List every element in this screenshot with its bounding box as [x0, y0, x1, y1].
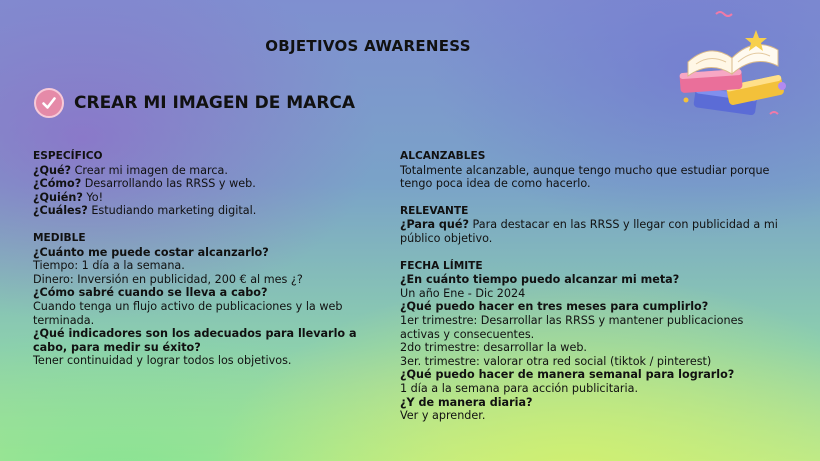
left-column	[33, 150, 363, 368]
medible-answer: Dinero: Inversión en publicidad, 200 € al mes ¿?	[33, 272, 303, 286]
medible-question: ¿Cuánto me puede costar alcanzarlo?	[33, 245, 269, 259]
fecha-question: ¿Y de manera diaria?	[400, 395, 533, 409]
fecha-question: ¿Qué puedo hacer de manera semanal para lograrlo?	[400, 368, 735, 382]
page-title: OBJETIVOS AWARENESS	[265, 37, 471, 55]
books-icon	[666, 4, 794, 132]
relevante-row: ¿Para qué? Para destacar en las RRSS y llegar con publicidad a mi público objetivo.	[400, 218, 778, 245]
especifico-row: ¿Cómo? Desarrollando las RRSS y web.	[33, 177, 256, 191]
medible-heading: MEDIBLE	[33, 231, 86, 244]
especifico-row: ¿Cuáles? Estudiando marketing digital.	[33, 204, 257, 218]
alcanzables-text: Totalmente alcanzable, aunque tengo mucho que estudiar porque tengo poca idea de como hacerlo.	[400, 163, 770, 191]
check-icon	[34, 88, 64, 118]
fecha-answer: Un año Ene - Dic 2024	[400, 286, 526, 300]
medible-answer: Tener continuidad y lograr todos los objetivos.	[33, 354, 292, 368]
alcanzables-heading: ALCANZABLES	[400, 150, 486, 162]
medible-answer: Cuando tenga un flujo activo de publicaciones y la web terminada.	[33, 299, 343, 327]
fecha-question: ¿Qué puedo hacer en tres meses para cumplirlo?	[400, 300, 709, 314]
medible-answer: Tiempo: 1 día a la semana.	[33, 259, 185, 273]
fecha-answer: 1er trimestre: Desarrollar las RRSS y mantener publicaciones activas y consecuentes.	[400, 313, 744, 341]
fecha-answer: 3er. trimestre: valorar otra red social (tiktok / pinterest)	[400, 354, 712, 368]
fecha-question: ¿En cuánto tiempo puedo alcanzar mi meta?	[400, 273, 680, 287]
goal-heading	[34, 88, 355, 118]
relevante-heading: RELEVANTE	[400, 204, 469, 217]
especifico-row: ¿Quién? Yo!	[33, 190, 104, 204]
fecha-answer: 2do trimestre: desarrollar la web.	[400, 341, 587, 355]
medible-question: ¿Cómo sabré cuando se lleva a cabo?	[33, 286, 268, 300]
medible-question: ¿Qué indicadores son los adecuados para llevarlo a cabo, para medir su éxito?	[33, 327, 357, 354]
goal-title: CREAR MI IMAGEN DE MARCA	[74, 93, 356, 113]
fecha-answer: 1 día a la semana para acción publicitaria.	[400, 381, 639, 395]
fecha-answer: Ver y aprender.	[400, 409, 486, 423]
fecha-heading: FECHA LÍMITE	[400, 259, 483, 272]
especifico-heading: ESPECÍFICO	[33, 150, 103, 162]
especifico-row: ¿Qué? Crear mi imagen de marca.	[33, 163, 228, 177]
right-column	[400, 150, 780, 423]
